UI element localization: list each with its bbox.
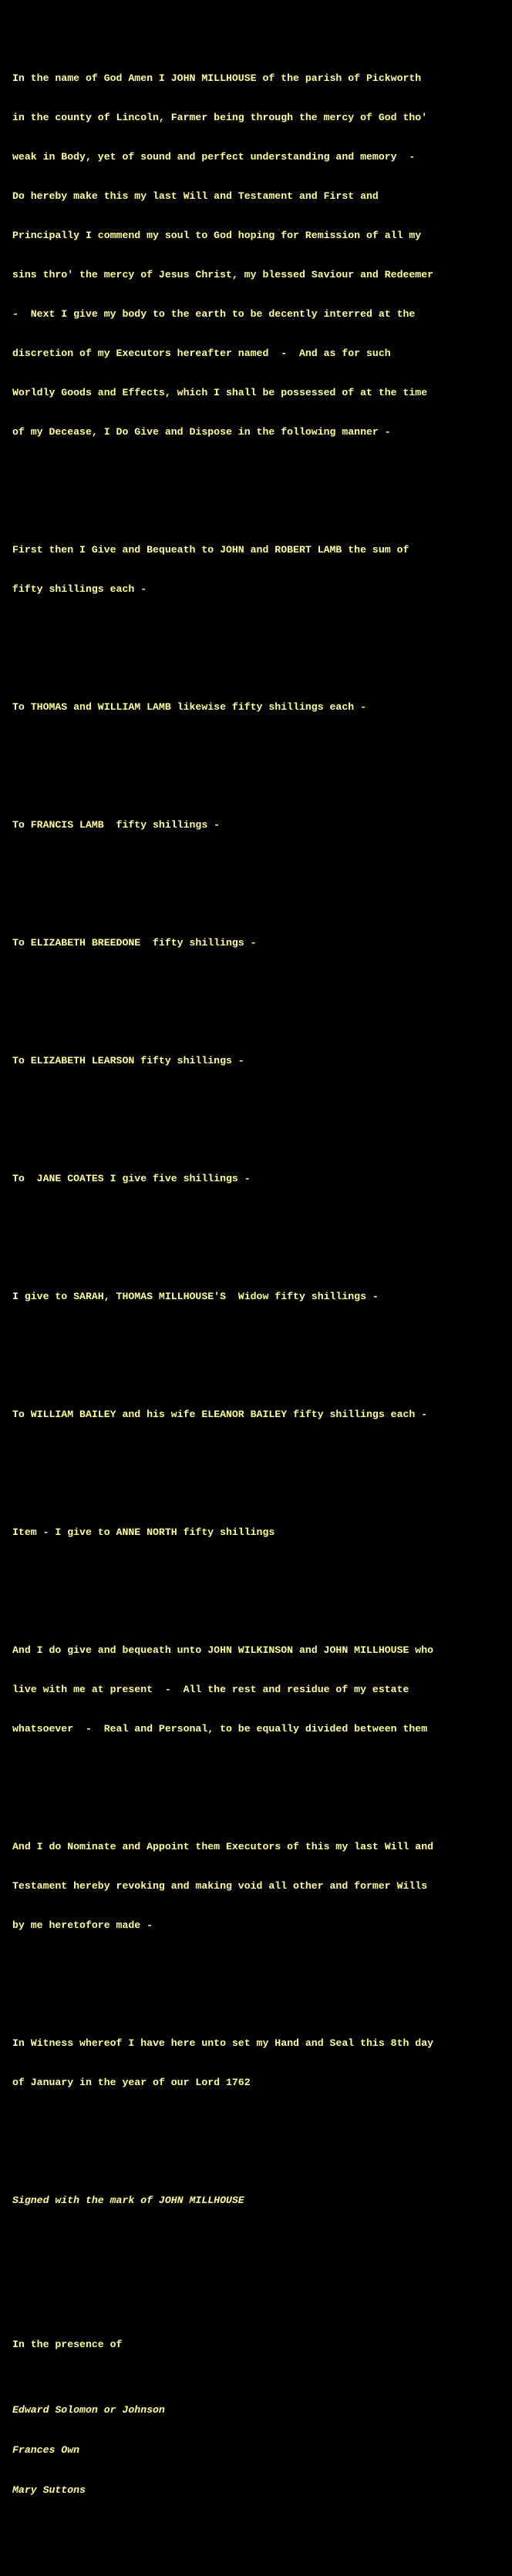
text-line: To ELIZABETH BREEDONE fifty shillings - bbox=[12, 937, 257, 949]
bequest-sarah bbox=[12, 1264, 506, 1329]
bequest-thomas-william bbox=[12, 674, 506, 740]
text-line: And I do Nominate and Appoint them Executors of this my last Will and bbox=[12, 1841, 434, 1852]
text-line: of January in the year of our Lord 1762 bbox=[12, 2077, 251, 2088]
bequest-breedone bbox=[12, 910, 506, 976]
text-line: Principally I commend my soul to God hoping for Remission of all my bbox=[12, 230, 422, 241]
bequest-coates bbox=[12, 1146, 506, 1211]
text-line: Testament hereby revoking and making void all other and former Wills bbox=[12, 1880, 428, 1892]
text-line: To WILLIAM BAILEY and his wife ELEANOR BAILEY fifty shillings each - bbox=[12, 1409, 428, 1420]
text-line: discretion of my Executors hereafter named - And as for such bbox=[12, 348, 391, 359]
text-line: by me heretofore made - bbox=[12, 1919, 153, 1931]
bequest-learson bbox=[12, 1028, 506, 1093]
text-line: sins thro' the mercy of Jesus Christ, my blessed Saviour and Redeemer bbox=[12, 269, 434, 280]
text-line: And I do give and bequeath unto JOHN WILKINSON and JOHN MILLHOUSE who bbox=[12, 1644, 434, 1656]
witness-name: Mary Suttons bbox=[12, 2484, 86, 2496]
witness-name: Edward Solomon or Johnson bbox=[12, 2404, 165, 2416]
witness-block bbox=[12, 2312, 506, 2550]
text-line: of my Decease, I Do Give and Dispose in the following manner - bbox=[12, 426, 391, 438]
witness-clause-paragraph bbox=[12, 2010, 506, 2115]
text-line: - Next I give my body to the earth to be decently interred at the bbox=[12, 308, 416, 320]
text-line: To JANE COATES I give five shillings - bbox=[12, 1173, 251, 1184]
bequest-first-paragraph bbox=[12, 517, 506, 622]
signed-mark: Signed with the mark of JOHN MILLHOUSE bbox=[12, 2195, 244, 2206]
preamble-paragraph bbox=[12, 45, 506, 465]
text-line: in the county of Lincoln, Farmer being through the mercy of God tho' bbox=[12, 112, 428, 123]
text-line: In Witness whereof I have here unto set my Hand and Seal this 8th day bbox=[12, 2037, 434, 2049]
text-line: To ELIZABETH LEARSON fifty shillings - bbox=[12, 1055, 244, 1066]
text-line: In the name of God Amen I JOHN MILLHOUSE of the parish of Pickworth bbox=[12, 72, 422, 84]
text-line: weak in Body, yet of sound and perfect understanding and memory - bbox=[12, 151, 416, 163]
witness-list bbox=[12, 2377, 506, 2524]
presence-label: In the presence of bbox=[12, 2339, 123, 2350]
residue-paragraph bbox=[12, 1617, 506, 1762]
signature-line bbox=[12, 2168, 506, 2233]
executors-paragraph bbox=[12, 1814, 506, 1958]
bequest-bailey bbox=[12, 1382, 506, 1447]
text-line: whatsoever - Real and Personal, to be equally divided between them bbox=[12, 1723, 428, 1735]
text-line: Do hereby make this my last Will and Testament and First and bbox=[12, 190, 379, 202]
text-line: fifty shillings each - bbox=[12, 583, 147, 595]
will-document bbox=[12, 6, 506, 2576]
text-line: To THOMAS and WILLIAM LAMB likewise fifty shillings each - bbox=[12, 701, 366, 713]
witness-name: Frances Own bbox=[12, 2444, 80, 2456]
bequest-francis bbox=[12, 792, 506, 858]
text-line: First then I Give and Bequeath to JOHN and ROBERT LAMB the sum of bbox=[12, 544, 409, 556]
text-line: To FRANCIS LAMB fifty shillings - bbox=[12, 819, 221, 831]
text-line: live with me at present - All the rest and residue of my estate bbox=[12, 1684, 409, 1695]
text-line: Worldly Goods and Effects, which I shall be possessed of at the time bbox=[12, 387, 428, 398]
bequest-north bbox=[12, 1500, 506, 1565]
text-line: Item - I give to ANNE NORTH fifty shillings bbox=[12, 1526, 275, 1538]
text-line: I give to SARAH, THOMAS MILLHOUSE'S Widow fifty shillings - bbox=[12, 1291, 379, 1302]
